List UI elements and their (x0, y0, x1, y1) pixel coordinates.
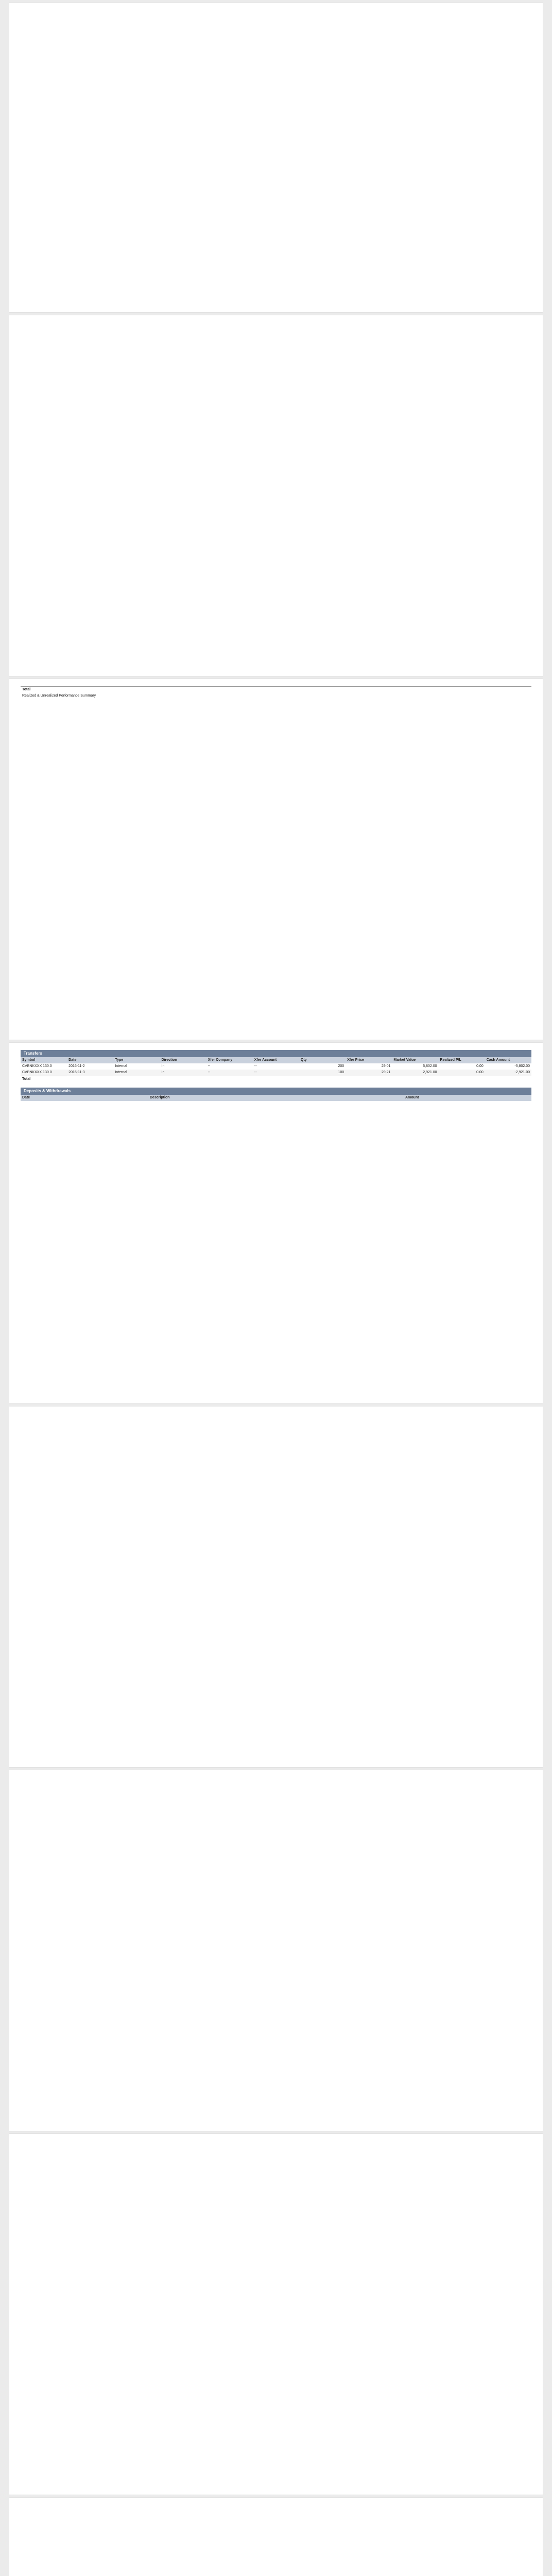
transfers-header-cell: Type (115, 1058, 124, 1062)
statement-page-5 (9, 1406, 543, 1767)
transfers-header-cell: Qty (301, 1058, 307, 1062)
transfers-cell: 100 (299, 1070, 346, 1076)
transfers-cell: -- (254, 1064, 257, 1068)
transfers-section-title: Transfers (21, 1050, 531, 1057)
transfers-cell: CVBNKXXX 130.0 (22, 1064, 52, 1068)
transfers-cell: Internal (115, 1064, 127, 1068)
transfers-cell: Internal (113, 1070, 160, 1076)
table-row (21, 1070, 531, 1076)
transfers-table (21, 1057, 531, 1082)
transfers-header-cell: Cash Amount (486, 1058, 510, 1062)
deposits-header-cell (276, 1095, 404, 1101)
transfers-header-cell: Xfer Account (254, 1058, 277, 1062)
deposits-table (21, 1095, 531, 1101)
statement-page-8 (9, 2498, 543, 2576)
transfers-header-cell: Xfer Company (208, 1058, 233, 1062)
transfers-total-label: Total (21, 1076, 67, 1083)
table-row (21, 1063, 531, 1070)
statement-page-4 (9, 1043, 543, 1403)
statement-page-3 (9, 679, 543, 1040)
deposits-section-title: Deposits & Withdrawals (21, 1088, 531, 1095)
transfers-cell: In (161, 1064, 165, 1068)
transfers-cell: -- (208, 1064, 211, 1068)
transfers-cell: 29.21 (346, 1070, 392, 1076)
statement-page-6 (9, 1770, 543, 2131)
transfers-header-cell: Date (68, 1058, 77, 1062)
transfers-cell: In (160, 1070, 206, 1076)
transfers-cell: CVBNKXXX 130.0 (21, 1070, 67, 1076)
transfers-header-cell: Xfer Price (347, 1058, 364, 1062)
statement-page-7 (9, 2134, 543, 2495)
transfers-cell: 5,802.00 (423, 1064, 437, 1068)
deposits-header-cell: Amount (405, 1096, 419, 1099)
transfers-cell: 0.00 (476, 1064, 484, 1068)
transfers-cell: -- (206, 1070, 253, 1076)
transfers-cell: 2016-11-3 (67, 1070, 113, 1076)
statement-page-1 (9, 3, 543, 312)
performance-summary-label: Realized & Unrealized Performance Summary (22, 694, 96, 698)
transfers-cell: 200 (338, 1064, 344, 1068)
transfers-cell: -- (253, 1070, 299, 1076)
deposits-header-cell: Date (22, 1096, 30, 1099)
transfers-header-cell: Realized P/L (440, 1058, 461, 1062)
transfers-cell: 2016-11-2 (68, 1064, 85, 1068)
transfers-header-cell: Market Value (393, 1058, 416, 1062)
transfers-header-cell: Direction (161, 1058, 177, 1062)
transfers-cell: -5,802.00 (514, 1064, 530, 1068)
transfers-cell: -2,921.00 (485, 1070, 531, 1076)
deposits-header-cell: Description (150, 1096, 170, 1099)
transfers-cell: 0.00 (439, 1070, 485, 1076)
transfers-header-cell: Symbol (22, 1058, 36, 1062)
statement-page-2 (9, 315, 543, 676)
transfers-cell: 29.01 (381, 1064, 391, 1068)
transfers-cell: 2,921.00 (392, 1070, 438, 1076)
trades-total-label: Total (21, 687, 531, 693)
